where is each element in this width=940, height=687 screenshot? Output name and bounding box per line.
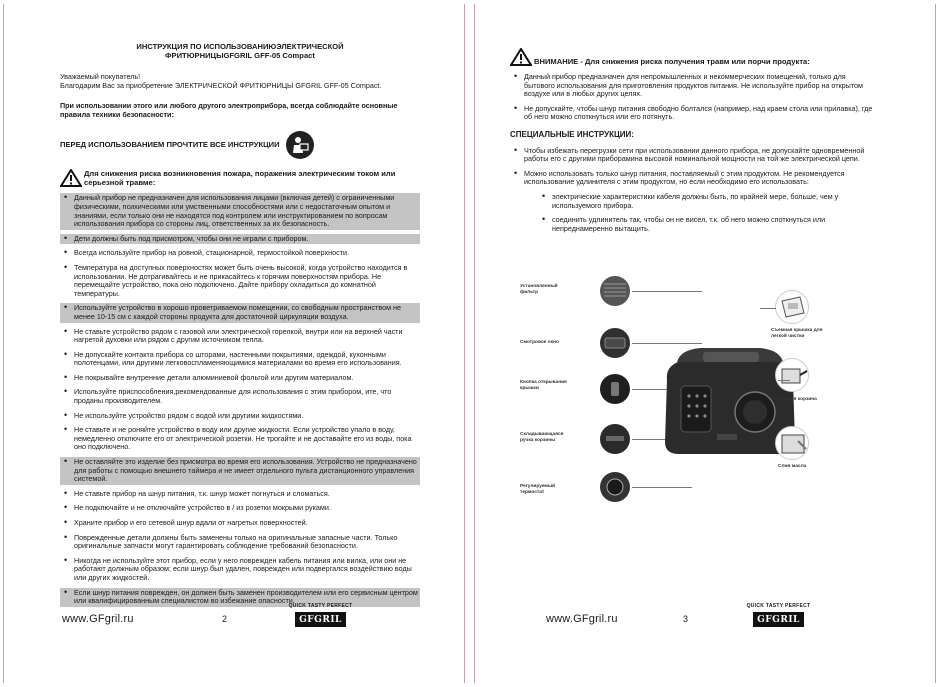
leader-line bbox=[632, 487, 692, 488]
brand-logo-mark: GFGRIL bbox=[753, 612, 804, 627]
brand-tagline: QUICK TASTY PERFECT bbox=[746, 603, 811, 609]
list-item: • Можно использовать только шнур питания, поставляемый с этим продуктом. Не рекомендуется использование удлинителя с этим продуктом, но если необходимо его использовать: • электрические характеристики кабеля должны быть, по крайней мере, больше, чем у используемого прибора. • соединить удлинитель так, чтобы он не висел, т.к. об него можно споткнуться или непреднамеренно вытащить. bbox=[510, 169, 880, 240]
warning-triangle-icon bbox=[60, 169, 82, 187]
list-item: • Поврежденные детали должны быть заменены только на оригинальные запасные части. Только оригинальные запчасти могут гарантировать соблюдение требований безопасности. bbox=[60, 533, 420, 552]
handle-thumb bbox=[600, 424, 630, 454]
label-handle: Складывающаяся ручка корзины bbox=[520, 432, 564, 443]
list-item: • Не оставляйте это изделие без присмотра во время его использования. Устройство не предназначено для работы с помощью внешнего таймера и не имеет отдельного пульта дистанционного управления системой. bbox=[60, 457, 420, 485]
lid-button-thumb bbox=[600, 374, 630, 404]
list-item: • Используйте устройство в хорошо проветриваемом помещении, со свободным пространством не менее 10-15 см с каждой стороны продукта для достаточной циркуляции воздуха. bbox=[60, 303, 420, 322]
warning-list bbox=[510, 72, 880, 123]
label-basket: Съемная корзина bbox=[775, 397, 817, 402]
fryer-diagram bbox=[520, 272, 830, 502]
brand-tagline: QUICK TASTY PERFECT bbox=[288, 603, 353, 609]
page-number: 3 bbox=[683, 614, 689, 624]
sub-list-item: • электрические характеристики кабеля должны быть, по крайней мере, больше, чем у используемого прибора. bbox=[538, 192, 878, 211]
read-manual-icon bbox=[286, 131, 314, 159]
page-border-left bbox=[3, 4, 4, 683]
page-border-right bbox=[935, 4, 936, 683]
read-instructions-heading: ПЕРЕД ИСПОЛЬЗОВАНИЕМ ПРОЧТИТЕ ВСЕ ИНСТРУКЦИИ bbox=[60, 131, 420, 159]
extension-cord-list bbox=[538, 192, 878, 234]
list-item: • Дети должны быть под присмотром, чтобы они не играли с прибором. bbox=[60, 234, 420, 245]
basket-thumb bbox=[775, 358, 809, 392]
footer-url[interactable]: www.GFgril.ru bbox=[62, 613, 134, 625]
list-item: • Не ставьте прибор на шнур питания, т.к. шнур может погнуться и сломаться. bbox=[60, 489, 420, 500]
page-border-center-right bbox=[474, 4, 475, 683]
oil-drain-thumb bbox=[775, 426, 809, 460]
label-lid: Съемная крышка для легкой чистки bbox=[771, 328, 823, 339]
lid-thumb bbox=[775, 290, 809, 324]
window-thumb bbox=[600, 328, 630, 358]
list-item: • Не покрывайте внутренние детали алюминиевой фольгой или другим материалом. bbox=[60, 373, 420, 384]
page-number: 2 bbox=[222, 614, 228, 624]
list-item: • Не подключайте и не отключайте устройство в / из розетки мокрыми руками. bbox=[60, 503, 420, 514]
special-instructions-title: СПЕЦИАЛЬНЫЕ ИНСТРУКЦИИ: bbox=[510, 129, 634, 139]
footer-url[interactable]: www.GFgril.ru bbox=[546, 613, 618, 625]
leader-line bbox=[778, 380, 790, 381]
right-content bbox=[510, 48, 880, 243]
left-content bbox=[60, 42, 420, 611]
list-item: • Не допускайте, чтобы шнур питания свободно болтался (например, над краем стола или прилавка), где об него можно споткнуться или его потянуть. bbox=[510, 104, 880, 123]
thermostat-thumb bbox=[600, 472, 630, 502]
sub-list-item: • соединить удлинитель так, чтобы он не висел, т.к. об него можно споткнуться или непреднамеренно вытащить. bbox=[538, 215, 878, 234]
label-thermostat: Регулируемый термостат bbox=[520, 484, 556, 495]
filter-thumb bbox=[600, 276, 630, 306]
list-item: • Не ставьте и не роняйте устройство в воду или другие жидкости. Если устройство упало в воду, немедленно отключите его от электрической розетки. Не трогайте и не доставайте его из воды, пока оно подключено. bbox=[60, 425, 420, 453]
right-page bbox=[470, 0, 940, 687]
list-item: • Храните прибор и его сетевой шнур вдали от нагретых поверхностей. bbox=[60, 518, 420, 529]
list-item: • Температура на доступных поверхностях может быть очень высокой, когда устройство находится в использовании. Не дотрагивайтесь и не прикасайтесь к горячим поверхностям прибора. Не перемещайте устройство, пока оно подключено. Дайте прибору охладиться до комнатной температуры. bbox=[60, 263, 420, 299]
label-filter: Установленный фильтр bbox=[520, 284, 558, 295]
list-item: • Если шнур питания поврежден, он должен быть заменен производителем или его сервисным центром или квалифицированным специалистом во избежание опасности. bbox=[60, 588, 420, 607]
warning-triangle-icon bbox=[510, 48, 532, 66]
list-item: • Никогда не используйте этот прибор, если у него поврежден кабель питания или вилка, или они не работают должным образом; если шнур был удален, поврежден или подвергался воздействию воды или других жидкостей. bbox=[60, 556, 420, 584]
list-item: • Не используйте устройство рядом с водой или другими жидкостями. bbox=[60, 411, 420, 422]
leader-line bbox=[632, 291, 702, 292]
greeting: Уважаемый покупатель! Благодарим Вас за приобретение ЭЛЕКТРИЧЕСКОЙ ФРИТЮРНИЦЫ GFGRIL GFF-05 Compact. bbox=[60, 72, 382, 90]
label-lid-button: Кнопка открывания крышки bbox=[520, 380, 567, 391]
label-window: Смотровое окно bbox=[520, 340, 559, 345]
safety-list bbox=[60, 193, 420, 606]
list-item: • Используйте приспособления,рекомендованные для использования с этим прибором, ите, что проданы производителем. bbox=[60, 387, 420, 406]
document-title: ИНСТРУКЦИЯ ПО ИСПОЛЬЗОВАНИЮЭЛЕКТРИЧЕСКОЙ ФРИТЮРНИЦЫGFGRIL GFF-05 Compact bbox=[136, 42, 344, 60]
special-list bbox=[510, 146, 880, 240]
brand-logo bbox=[283, 603, 358, 627]
list-item: • Данный прибор не предназначен для использования лицами (включая детей) с ограниченными физическими, психическими или умственными способностями или с недостаточным опытом и знаниями, если только они не находятся под контролем или инструктированием по вопросам использования прибора со стороны лиц, ответственных за их безопасность. bbox=[60, 193, 420, 229]
list-item: • Данный прибор предназначен для непромышленных и некоммерческих помещений, только для бытового использования для приготовления продуктов питания. Не используйте прибор на открытом воздухе или в любых других целях. bbox=[510, 72, 880, 100]
list-item: • Не допускайте контакта прибора со шторами, настенными покрытиями, одеждой, кухонными полотенцами, или другими легковоспламеняющимися материалами во время его использования. bbox=[60, 350, 420, 369]
fire-warning-heading: Для снижения риска возникновения пожара, поражения электрическим током или серьезной травме: bbox=[60, 169, 420, 187]
brand-logo bbox=[741, 603, 816, 627]
list-item: • Не ставьте устройство рядом с газовой или электрической горелкой, внутри или на верхней части нагретой духовки или рядом с другим источником тепла. bbox=[60, 327, 420, 346]
list-item: • Чтобы избежать перегрузки сети при использовании данного прибора, не допускайте одновременной работы его с другими приборамина высокой номинальной мощности на той же электрической цепи. bbox=[510, 146, 880, 165]
leader-line bbox=[760, 308, 776, 309]
brand-logo-mark: GFGRIL bbox=[295, 612, 346, 627]
safety-intro: При использовании этого или любого другого электроприбора, всегда соблюдайте основные правила техники безопасности: bbox=[60, 101, 398, 119]
injury-warning-heading: ВНИМАНИЕ - Для снижения риска получения травм или порчи продукта: bbox=[510, 48, 880, 66]
label-oil-drain: Слив масла bbox=[778, 464, 807, 469]
list-item: • Всегда используйте прибор на ровной, стационарной, термостойкой поверхности. bbox=[60, 248, 420, 259]
page-border-center-left bbox=[464, 4, 465, 683]
